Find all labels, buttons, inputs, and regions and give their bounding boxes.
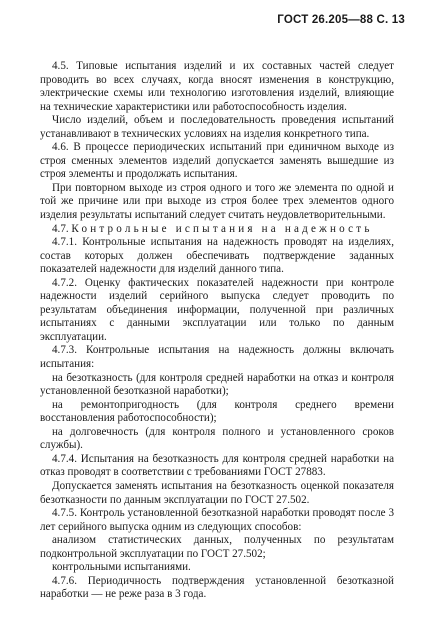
paragraph-4-7-6: 4.7.6. Периодичность подтверждения установленной безотказной наработки — не реже раза в 3 года. [40, 574, 394, 601]
paragraph-4-7-4: 4.7.4. Испытания на безотказность для контроля средней наработки на отказ проводят в соответствии с требованиями ГОСТ 27883. [40, 452, 394, 479]
list-item-maintainability: на ремонтопригодность (для контроля среднего времени восстановления работоспособности); [40, 398, 394, 425]
section-title: Контрольные испытания на надежность [71, 222, 373, 235]
list-item-statistical-analysis: анализом статистических данных, полученных по результатам подконтрольной эксплуатации по ГОСТ 27.502; [40, 534, 394, 560]
standard-number: ГОСТ 26.205—88 [277, 14, 374, 26]
paragraph-4-7-4-continued: Допускается заменять испытания на безотказность оценкой показателя безотказности по данным эксплуатации по ГОСТ 27.502. [40, 479, 394, 506]
paragraph-4-5: 4.5. Типовые испытания изделий и их составных частей следует проводить во всех случаях, когда вносят изменения в конструкцию, электрические схемы или технологию изготовления изделий, влияющие на технические характеристики или работоспособность изделия. [40, 60, 394, 113]
section-number: 4.7. [52, 222, 69, 235]
list-item-control-tests: контрольными испытаниями. [52, 561, 191, 574]
section-heading-4-7 [40, 223, 394, 237]
page-number: С. 13 [376, 14, 405, 26]
paragraph-4-6-continued: При повторном выходе из строя одного и того же элемента по одной и той же причине или при выходе из строя более трех элементов одного изделия результаты испытаний следует считать неудовлетворительными. [40, 181, 394, 222]
paragraph-4-6: 4.6. В процессе периодических испытаний при единичном выходе из строя сменных элементов изделий допускается заменять вышедшие из строя элементы и продолжать испытания. [40, 141, 394, 181]
paragraph-4-7-1: 4.7.1. Контрольные испытания на надежность проводят на изделиях, состав которых должен обеспечивать подтверждение заданных показателей надежности для изделий данного типа. [40, 236, 394, 276]
paragraph-4-5-continued: Число изделий, объем и последовательность проведения испытаний устанавливают в технических условиях на изделия конкретного типа. [40, 114, 394, 140]
paragraph-4-7-3: 4.7.3. Контрольные испытания на надежность должны включать испытания: [40, 344, 394, 371]
list-item-durability: на долговечность (для контроля полного и установленного сроков службы). [40, 425, 394, 452]
page-header [277, 14, 405, 26]
list-item-reliability: на безотказность (для контроля средней наработки на отказ и контроля установленной безотказной наработки); [40, 371, 394, 398]
document-body [40, 60, 394, 602]
paragraph-4-7-2: 4.7.2. Оценку фактических показателей надежности при контроле надежности изделий серийного выпуска следует проводить по результатам объединения информации, полученной при различных испытаниях с данными эксплуатации или только по данным эксплуатации. [40, 276, 394, 343]
paragraph-4-7-5: 4.7.5. Контроль установленной безотказной наработки проводят после 3 лет серийного выпуска одним из следующих способов: [40, 507, 394, 533]
